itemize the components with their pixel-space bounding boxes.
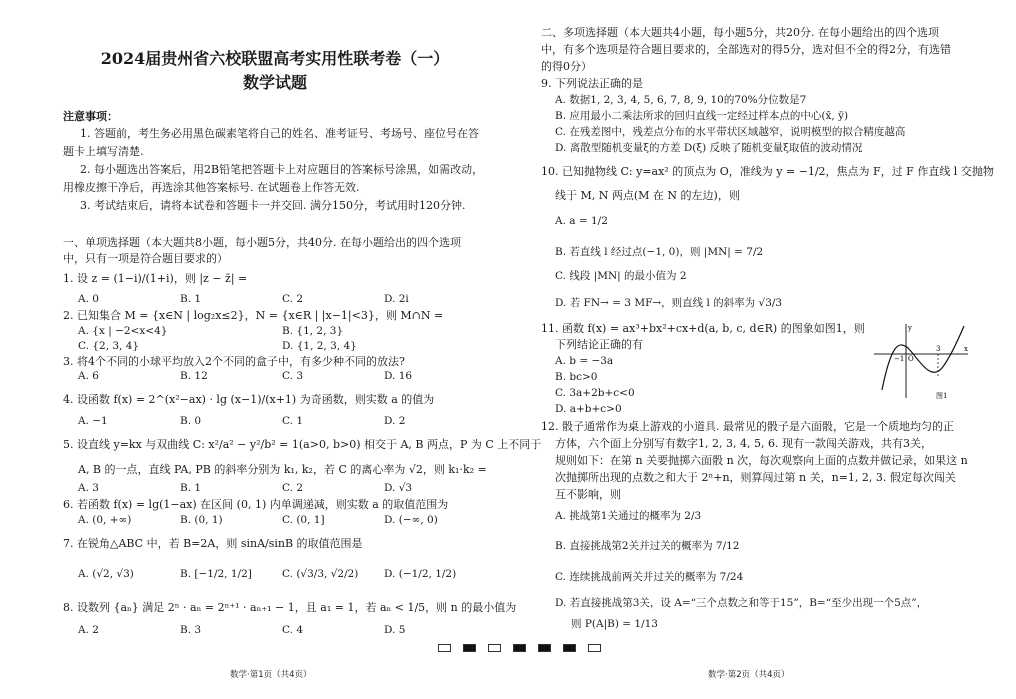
- q2-stem: 2. 已知集合 M = {x∈N | log₂x≤2}，N = {x∈R | |x−1|<3}，则 M∩N =: [63, 309, 444, 322]
- section1-heading-cont: 中，只有一项是符合题目要求的）: [63, 252, 228, 265]
- fig-y-label: y: [908, 324, 912, 332]
- note-line: 题卡上填写清楚.: [63, 145, 144, 158]
- q5-option-c: C. 2: [282, 482, 304, 494]
- q11-stem-cont: 下列结论正确的有: [555, 338, 643, 351]
- fig-origin: O: [908, 355, 914, 363]
- fig-three: 3: [936, 345, 941, 353]
- note-line: 用橡皮擦干净后，再选涂其他答案标号. 在试题卷上作答无效.: [63, 181, 360, 194]
- q7-option-b: B. [−1/2, 1/2]: [180, 568, 252, 580]
- q8-option-d: D. 5: [384, 624, 406, 636]
- q3-option-a: A. 6: [78, 370, 99, 382]
- q12-option-d-cont: 则 P(A|B) = 1/13: [571, 618, 658, 630]
- q3-option-c: C. 3: [282, 370, 304, 382]
- q1-option-c: C. 2: [282, 293, 304, 305]
- q9-option-a: A. 数据1, 2, 3, 4, 5, 6, 7, 8, 9, 10的70%分位数是7: [555, 94, 807, 106]
- cubic-graph: [872, 320, 972, 400]
- q11-option-c: C. 3a+2b+c<0: [555, 387, 635, 399]
- q6-option-a: A. (0, +∞): [78, 514, 132, 526]
- alignment-mark: [463, 644, 476, 652]
- q7-stem: 7. 在锐角△ABC 中，若 B=2A，则 sinA/sinB 的取值范围是: [63, 537, 363, 550]
- q6-option-d: D. (−∞, 0): [384, 514, 438, 526]
- q3-option-d: D. 16: [384, 370, 413, 382]
- q9-option-c: C. 在残差图中，残差点分布的水平带状区域越窄，说明模型的拟合精度越高: [555, 126, 906, 138]
- q10-option-c: C. 线段 |MN| 的最小值为 2: [555, 270, 687, 282]
- fig-x-label: x: [964, 345, 968, 353]
- q11-option-d: D. a+b+c>0: [555, 403, 622, 415]
- q1-option-d: D. 2i: [384, 293, 409, 305]
- q5-stem: 5. 设直线 y=kx 与双曲线 C: x²/a² − y²/b² = 1(a>0, b>0) 相交于 A, B 两点，P 为 C 上不同于: [63, 438, 542, 451]
- q2-option-d: D. {1, 2, 3, 4}: [282, 340, 357, 352]
- q10-option-b: B. 若直线 l 经过点(−1, 0)，则 |MN| = 7/2: [555, 246, 764, 258]
- q7-option-c: C. (√3/3, √2/2): [282, 568, 359, 580]
- fig-caption: 图1: [936, 392, 948, 400]
- q8-option-a: A. 2: [78, 624, 99, 636]
- q8-stem: 8. 设数列 {aₙ} 满足 2ⁿ · aₙ = 2ⁿ⁺¹ · aₙ₊₁ − 1，且 a₁ = 1，若 aₙ < 1/5，则 n 的最小值为: [63, 601, 517, 614]
- q6-option-c: C. (0, 1]: [282, 514, 325, 526]
- q12-option-c: C. 连续挑战前两关并过关的概率为 7/24: [555, 571, 744, 583]
- q4-option-c: C. 1: [282, 415, 304, 427]
- q5-option-a: A. 3: [78, 482, 99, 494]
- q5-option-d: D. √3: [384, 482, 413, 494]
- q12-stem-cont: 互不影响，则: [555, 488, 621, 501]
- exam-subtitle: 数学试题: [242, 73, 307, 92]
- q2-option-c: C. {2, 3, 4}: [78, 340, 140, 352]
- q5-option-b: B. 1: [180, 482, 202, 494]
- section2-heading: 二、多项选择题（本大题共4小题，每小题5分，共20分. 在每小题给出的四个选项: [541, 26, 939, 39]
- q4-option-a: A. −1: [78, 415, 108, 427]
- q10-stem-cont: 线于 M, N 两点(M 在 N 的左边)，则: [555, 189, 740, 202]
- q5-stem-cont: A, B 的一点，直线 PA, PB 的斜率分别为 k₁, k₂，若 C 的离心率为 √2，则 k₁·k₂ =: [78, 463, 487, 476]
- fig-minus-one: −1: [894, 355, 905, 363]
- q6-option-b: B. (0, 1): [180, 514, 223, 526]
- q12-option-a: A. 挑战第1关通过的概率为 2/3: [555, 510, 702, 522]
- q11-option-b: B. bc>0: [555, 371, 598, 383]
- q12-stem: 12. 骰子通常作为桌上游戏的小道具. 最常见的骰子是六面骰，它是一个质地均匀的正: [541, 420, 954, 433]
- q1-option-b: B. 1: [180, 293, 202, 305]
- q10-option-a: A. a = 1/2: [555, 215, 608, 227]
- q4-option-d: D. 2: [384, 415, 406, 427]
- notes-heading: 注意事项：: [63, 110, 118, 123]
- q4-stem: 4. 设函数 f(x) = 2^(x²−ax) · lg (x−1)/(x+1) 为奇函数，则实数 a 的值为: [63, 393, 435, 406]
- q8-option-c: C. 4: [282, 624, 304, 636]
- q7-option-d: D. (−1/2, 1/2): [384, 568, 457, 580]
- q10-stem: 10. 已知抛物线 C: y=ax² 的顶点为 O，准线为 y = −1/2，焦点为 F，过 F 作直线 l 交抛物: [541, 165, 994, 178]
- q12-option-d: D. 若直接挑战第3关，设 A=“三个点数之和等于15”，B=“至少出现一个5点”，: [555, 597, 928, 609]
- q9-option-d: D. 离散型随机变量ξ的方差 D(ξ) 反映了随机变量ξ取值的波动情况: [555, 142, 863, 154]
- q8-option-b: B. 3: [180, 624, 202, 636]
- section2-heading-cont: 的得0分）: [541, 60, 592, 73]
- note-line: 3. 考试结束后，请将本试卷和答题卡一并交回. 满分150分，考试用时120分钟.: [80, 199, 466, 212]
- alignment-mark: [438, 644, 451, 652]
- q11-stem: 11. 函数 f(x) = ax³+bx²+cx+d(a, b, c, d∈R) 的图象如图1，则: [541, 322, 865, 335]
- q1-stem: 1. 设 z = (1−i)/(1+i)，则 |z − z̄| =: [63, 272, 248, 285]
- q9-option-b: B. 应用最小二乘法所求的回归直线一定经过样本点的中心(x̄, ȳ): [555, 110, 849, 122]
- q3-stem: 3. 将4个不同的小球平均放入2个不同的盒子中，有多少种不同的放法?: [63, 355, 405, 368]
- exam-title: 2024届贵州省六校联盟高考实用性联考卷（一）: [100, 49, 450, 68]
- q9-stem: 9. 下列说法正确的是: [541, 77, 643, 90]
- q11-option-a: A. b = −3a: [555, 355, 614, 367]
- q1-option-a: A. 0: [78, 293, 99, 305]
- q2-option-b: B. {1, 2, 3}: [282, 325, 344, 337]
- q12-option-b: B. 直接挑战第2关并过关的概率为 7/12: [555, 540, 740, 552]
- q2-option-a: A. {x | −2<x<4}: [78, 325, 168, 337]
- q12-stem-cont: 方体，六个面上分别写有数字1, 2, 3, 4, 5, 6. 现有一款闯关游戏，共有3关，: [555, 437, 932, 450]
- note-line: 2. 每小题选出答案后，用2B铅笔把答题卡上对应题目的答案标号涂黑，如需改动，: [80, 163, 484, 176]
- section1-heading: 一、单项选择题（本大题共8小题，每小题5分，共40分. 在每小题给出的四个选项: [63, 236, 461, 249]
- note-line: 1. 答题前，考生务必用黑色碳素笔将自己的姓名、准考证号、考场号、座位号在答: [80, 127, 479, 140]
- q10-option-d: D. 若 FN→ = 3 MF→，则直线 l 的斜率为 √3/3: [555, 297, 783, 309]
- q4-option-b: B. 0: [180, 415, 202, 427]
- footer-page-1: 数学·第1页（共4页）: [230, 670, 312, 680]
- q6-stem: 6. 若函数 f(x) = lg(1−ax) 在区间 (0, 1) 内单调递减，则实数 a 的取值范围为: [63, 498, 449, 511]
- section2-heading-cont: 中，有多个选项是符合题目要求的，全部选对的得5分，选对但不全的得2分，有选错: [541, 43, 951, 56]
- alignment-mark: [488, 644, 501, 652]
- footer-page-2: 数学·第2页（共4页）: [708, 670, 790, 680]
- q11-figure: [872, 320, 972, 400]
- q12-stem-cont: 次抛掷所出现的点数之和大于 2ⁿ+n，则算闯过第 n 关，n=1, 2, 3. 假定每次闯关: [555, 471, 956, 484]
- q3-option-b: B. 12: [180, 370, 208, 382]
- q7-option-a: A. (√2, √3): [78, 568, 134, 580]
- q12-stem-cont: 规则如下：在第 n 关要抛掷六面骰 n 次，每次观察向上面的点数并做记录，如果这 n: [555, 454, 968, 467]
